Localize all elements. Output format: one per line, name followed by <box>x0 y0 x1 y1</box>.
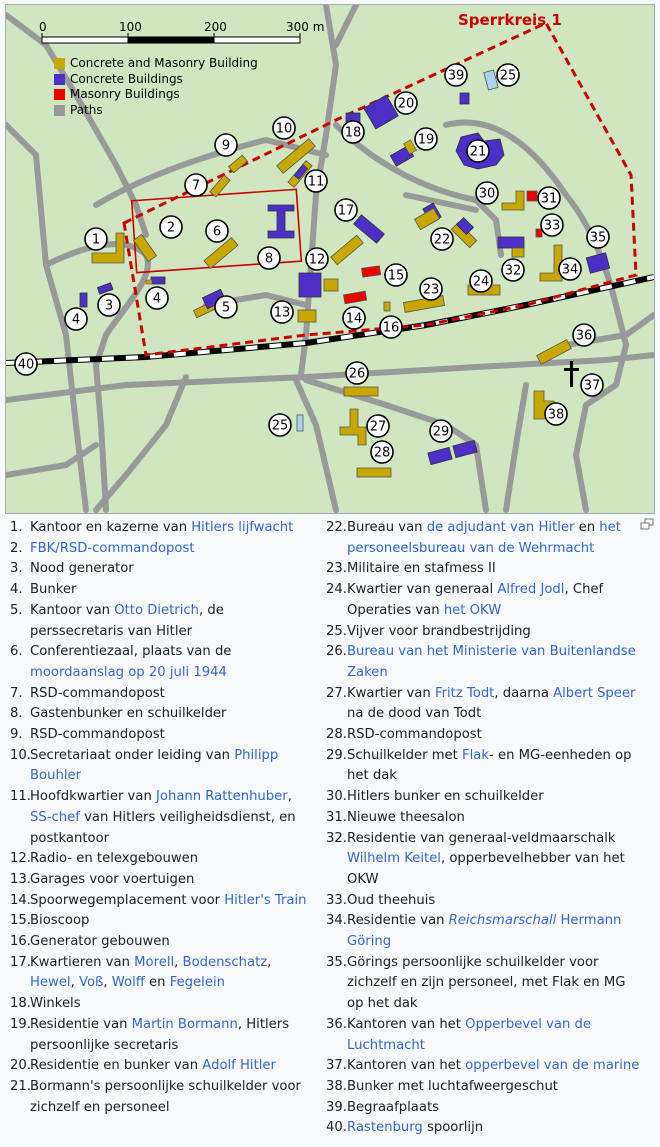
map-marker-33 <box>541 214 563 236</box>
legend-text: Hitlers bunker en schuilkelder <box>347 789 544 805</box>
scale-label-300: 300 m <box>286 20 325 34</box>
legend-text: Residentie en bunker van <box>30 1058 203 1074</box>
map-marker-31 <box>538 187 560 209</box>
legend-link[interactable]: Wolff <box>111 975 145 991</box>
legend-item <box>10 932 315 953</box>
legend-text: Secretariaat onder leiding van <box>30 747 235 763</box>
legend-text: , opperbevelhebber van het OKW <box>347 851 625 887</box>
building-32b <box>512 248 524 257</box>
legend-text: , <box>70 975 79 991</box>
legend-item <box>10 725 315 746</box>
svg-text:23: 23 <box>422 282 440 298</box>
map-marker-1 <box>85 228 107 250</box>
svg-text:29: 29 <box>432 424 450 440</box>
legend-item <box>326 829 644 891</box>
map-marker-40 <box>15 353 37 375</box>
legend-item-number: 17. <box>10 954 31 970</box>
legend-item-number: 23. <box>326 561 347 577</box>
map-marker-8 <box>258 247 280 269</box>
svg-text:38: 38 <box>547 407 565 423</box>
legend-item-number: 1. <box>10 520 23 535</box>
legend-link[interactable]: Wilhelm Keitel <box>347 851 441 867</box>
map-marker-27 <box>367 415 389 437</box>
svg-text:28: 28 <box>373 445 391 461</box>
legend-link[interactable]: Martin Bormann <box>131 1016 238 1032</box>
svg-text:31: 31 <box>540 191 558 207</box>
svg-text:4: 4 <box>71 312 81 328</box>
svg-text:14: 14 <box>345 311 363 327</box>
svg-text:30: 30 <box>478 186 496 202</box>
legend-link[interactable]: Morell <box>134 954 175 970</box>
svg-text:12: 12 <box>308 252 326 268</box>
legend-item-number: 19. <box>10 1016 31 1032</box>
building-38 <box>460 93 469 104</box>
legend-list-right <box>326 518 644 1139</box>
map-marker-3 <box>98 294 120 316</box>
legend-link[interactable]: Hermann Göring <box>347 913 622 950</box>
building-28 <box>357 468 391 477</box>
legend-text: Bureau van <box>347 520 427 535</box>
legend-item-number: 40. <box>326 1120 347 1136</box>
legend-text: Kantoor van <box>30 602 115 618</box>
legend-item-number: 28. <box>326 727 347 743</box>
legend-text: Spoorwegemplacement voor <box>30 892 225 908</box>
svg-text:25: 25 <box>271 418 289 434</box>
legend-text: RSD-commandopost <box>30 727 165 743</box>
legend-text: Kwartieren van <box>30 954 135 970</box>
map-marker-24 <box>470 270 492 292</box>
legend-item-number: 35. <box>326 954 347 970</box>
legend-item <box>10 994 315 1015</box>
legend-link[interactable]: Fritz Todt <box>434 685 495 701</box>
legend-item-number: 13. <box>10 871 31 887</box>
map-marker-7 <box>185 174 207 196</box>
legend-item-number: 2. <box>10 540 23 556</box>
map-marker-11 <box>305 170 327 192</box>
legend-item-number: 34. <box>326 913 347 929</box>
legend-item-number: 3. <box>10 561 23 577</box>
map-marker-23 <box>420 278 442 300</box>
legend-link[interactable]: Hitler's Train <box>224 892 307 908</box>
legend-item-number: 20. <box>10 1058 31 1074</box>
scale-label-0: 0 <box>39 20 47 34</box>
building-16 <box>384 302 390 311</box>
legend-text: Bioscoop <box>30 913 90 929</box>
legend-item-number: 33. <box>326 892 347 908</box>
svg-text:27: 27 <box>369 419 387 435</box>
legend-item-number: 16. <box>10 934 31 950</box>
legend-link[interactable]: Bodenschatz <box>182 954 268 970</box>
legend-swatch <box>54 89 65 100</box>
legend-item <box>326 1077 644 1098</box>
map-marker-4 <box>65 308 87 330</box>
svg-text:6: 6 <box>212 224 222 240</box>
svg-text:18: 18 <box>344 125 362 141</box>
legend-text: - en MG-eenheden op het dak <box>347 747 632 784</box>
site-map <box>5 4 655 514</box>
svg-text:40: 40 <box>17 357 35 373</box>
legend-text: Bunker <box>30 582 77 598</box>
map-marker-20 <box>395 92 417 114</box>
legend-item-number: 25. <box>326 623 347 639</box>
legend-item <box>10 1015 315 1056</box>
map-marker-29 <box>430 420 452 442</box>
legend-item <box>326 1056 644 1077</box>
legend-item-number: 26. <box>326 644 347 660</box>
legend-item-number: 24. <box>326 582 347 598</box>
map-marker-2 <box>160 216 182 238</box>
legend-link[interactable]: opperbevel van de marine <box>465 1058 640 1074</box>
legend-item-number: 12. <box>10 851 31 867</box>
legend-swatch <box>54 58 65 69</box>
building-32a <box>498 237 524 248</box>
legend-item-number: 37. <box>326 1058 347 1074</box>
legend-link[interactable]: Bureau van het Ministerie van Buitenlandse Zaken <box>347 644 636 680</box>
legend-item <box>10 746 315 787</box>
map-marker-38 <box>545 403 567 425</box>
legend-item-number: 18. <box>10 996 31 1012</box>
legend-text: Görings persoonlijke schuilkelder voor zichzelf en zijn personeel, met Flak en MG op het dak <box>347 954 626 1012</box>
legend-item <box>10 1056 315 1077</box>
svg-text:36: 36 <box>575 328 593 344</box>
legend-swatch <box>54 105 65 116</box>
map-marker-34 <box>559 258 581 280</box>
legend-link[interactable]: SS-chef <box>30 809 80 825</box>
svg-text:7: 7 <box>191 178 201 194</box>
legend-item <box>326 684 644 725</box>
legend-item <box>10 518 315 539</box>
svg-text:2: 2 <box>166 220 176 236</box>
legend-item <box>10 642 315 683</box>
svg-text:9: 9 <box>221 138 231 154</box>
legend-item-number: 31. <box>326 809 347 825</box>
legend-link[interactable]: de adjudant van Hitler <box>426 520 575 535</box>
map-marker-9 <box>215 134 237 156</box>
map-marker-25 <box>497 64 519 86</box>
svg-text:26: 26 <box>348 366 366 382</box>
map-marker-22 <box>431 228 453 250</box>
pond-25b <box>297 415 303 431</box>
legend-label: Masonry Buildings <box>70 87 180 101</box>
legend-item <box>326 725 644 746</box>
legend-item <box>10 580 315 601</box>
legend-text: , <box>287 789 292 805</box>
map-marker-12 <box>306 248 328 270</box>
building-31 <box>527 191 537 201</box>
legend-item <box>326 1098 644 1119</box>
legend-item <box>10 849 315 870</box>
map-marker-37 <box>581 374 603 396</box>
legend-text: , Chef Operaties van <box>347 582 604 618</box>
legend-item <box>326 518 644 559</box>
legend-item <box>326 642 644 683</box>
legend-link[interactable]: Voß <box>78 975 104 991</box>
legend-item-number: 39. <box>326 1099 347 1115</box>
legend-link[interactable]: Flak <box>462 747 489 763</box>
svg-text:33: 33 <box>543 218 561 234</box>
legend-text: Residentie van generaal-veldmaarschalk <box>347 830 616 846</box>
svg-text:17: 17 <box>337 203 355 219</box>
building-4a <box>80 293 87 307</box>
legend-item <box>10 953 315 994</box>
legend-text: spoorlijn <box>422 1120 484 1136</box>
map-title: Sperrkreis 1 <box>458 11 562 29</box>
legend-item <box>10 601 315 642</box>
building-4b <box>151 277 165 284</box>
svg-text:32: 32 <box>504 263 522 279</box>
legend-item-number: 9. <box>10 727 23 743</box>
legend-link[interactable]: moordaanslag op 20 juli 1944 <box>30 664 227 680</box>
building-12b <box>324 279 338 291</box>
legend-text: Radio- en telexgebouwen <box>30 851 199 867</box>
svg-text:21: 21 <box>469 144 487 160</box>
legend-text: Schuilkelder met <box>347 747 463 763</box>
legend-text: Kantoor en kazerne van <box>30 520 192 535</box>
svg-text:34: 34 <box>561 262 579 278</box>
map-marker-19 <box>415 128 437 150</box>
svg-text:11: 11 <box>307 174 325 190</box>
legend-text: Militaire en stafmess II <box>347 561 496 577</box>
legend-link[interactable]: FBK/RSD-commandopost <box>30 540 195 556</box>
map-marker-39 <box>445 64 467 86</box>
map-marker-5 <box>215 296 237 318</box>
legend-link[interactable]: Albert Speer <box>553 685 636 701</box>
legend-text: Garages voor voertuigen <box>30 871 195 887</box>
legend-text: Begraafplaats <box>347 1099 439 1115</box>
building-26 <box>344 387 378 396</box>
legend-item-number: 8. <box>10 706 23 722</box>
legend-link[interactable]: Hitlers lijfwacht <box>191 520 294 535</box>
legend-text: Generator gebouwen <box>30 934 170 950</box>
legend-item-number: 30. <box>326 789 347 805</box>
map-marker-28 <box>371 441 393 463</box>
legend-item-number: 14. <box>10 892 31 908</box>
map-marker-10 <box>273 117 295 139</box>
map-marker-32 <box>502 259 524 281</box>
scale-label-200: 200 <box>204 20 227 34</box>
legend-item <box>10 891 315 912</box>
legend-item-number: 29. <box>326 747 347 763</box>
legend-item <box>10 787 315 849</box>
legend-link[interactable]: Philipp Bouhler <box>30 747 279 784</box>
map-marker-6 <box>206 220 228 242</box>
legend-text: , Hitlers persoonlijke secretaris <box>30 1016 290 1053</box>
legend-swatch <box>54 74 65 85</box>
legend-text: RSD-commandopost <box>30 685 165 701</box>
map-marker-16 <box>380 316 402 338</box>
legend-link[interactable]: Hewel <box>30 975 71 991</box>
legend-link[interactable]: Alfred Jodl <box>497 582 565 598</box>
legend-link[interactable]: Reichsmarschall <box>448 913 557 929</box>
legend-item <box>326 1118 644 1139</box>
legend-link[interactable]: het personeelsbureau van de Wehrmacht <box>347 520 621 556</box>
legend-item <box>326 891 644 912</box>
legend-item-number: 5. <box>10 602 23 618</box>
legend-link[interactable]: Otto Dietrich <box>114 602 199 618</box>
svg-text:5: 5 <box>221 300 231 316</box>
svg-text:39: 39 <box>447 68 465 84</box>
svg-text:3: 3 <box>104 298 114 314</box>
legend-text: van Hitlers veiligheidsdienst, en postkantoor <box>30 809 296 846</box>
svg-text:37: 37 <box>583 378 601 394</box>
legend-text: Residentie van <box>30 1016 132 1032</box>
legend-text: Bormann's persoonlijke schuilkelder voor zichzelf en personeel <box>30 1078 301 1115</box>
legend-text: , daarna <box>494 685 554 701</box>
building-13 <box>298 310 316 322</box>
building-33 <box>536 229 542 237</box>
map-marker-35 <box>587 226 609 248</box>
legend-text: , <box>174 954 183 970</box>
legend-text: Kantoren van het <box>347 1016 466 1032</box>
legend-item <box>326 953 644 1015</box>
svg-text:35: 35 <box>589 230 607 246</box>
map-marker-15 <box>385 264 407 286</box>
legend-item <box>326 559 644 580</box>
legend-link[interactable]: Fegelein <box>169 975 225 991</box>
legend-item-number: 21. <box>10 1078 31 1094</box>
legend-item <box>10 684 315 705</box>
map-marker-13 <box>271 301 293 323</box>
legend-item-number: 4. <box>10 582 23 598</box>
map-marker-14 <box>343 307 365 329</box>
svg-text:19: 19 <box>417 132 435 148</box>
legend-link[interactable]: Opperbevel van de Luchtmacht <box>347 1016 592 1053</box>
building-4c <box>146 280 152 284</box>
legend-item <box>10 911 315 932</box>
legend-label: Concrete and Masonry Building <box>70 56 258 70</box>
svg-text:10: 10 <box>275 121 293 137</box>
legend-text: Hoofdkwartier van <box>30 789 156 805</box>
legend-list-left <box>10 518 315 1118</box>
svg-text:1: 1 <box>91 232 101 248</box>
legend-text: en <box>574 520 600 535</box>
map-marker-18 <box>342 121 364 143</box>
svg-text:4: 4 <box>152 291 162 307</box>
legend-label: Concrete Buildings <box>70 72 183 86</box>
legend-item-number: 15. <box>10 913 31 929</box>
legend-item <box>10 704 315 725</box>
legend-item-number: 36. <box>326 1016 347 1032</box>
legend-item-number: 22. <box>326 520 347 535</box>
legend-text: Gastenbunker en schuilkelder <box>30 706 227 722</box>
legend-text: en <box>144 975 170 991</box>
legend-item-number: 10. <box>10 747 31 763</box>
map-marker-25 <box>269 414 291 436</box>
legend-text: na de dood van Todt <box>347 706 482 722</box>
map-marker-21 <box>467 140 489 162</box>
legend-link[interactable]: Adolf Hitler <box>202 1058 276 1074</box>
legend-text: Conferentiezaal, plaats van de <box>30 644 232 660</box>
building-15 <box>362 266 381 277</box>
legend-item <box>326 808 644 829</box>
map-marker-30 <box>476 182 498 204</box>
map-marker-36 <box>573 324 595 346</box>
legend-item <box>326 746 644 787</box>
legend-label: Paths <box>70 103 103 117</box>
legend-item-number: 38. <box>326 1078 347 1094</box>
svg-text:8: 8 <box>264 251 274 267</box>
legend-item <box>10 539 315 560</box>
legend-item-number: 27. <box>326 685 347 701</box>
legend-text: Vijver voor brandbestrijding <box>347 623 531 639</box>
svg-text:22: 22 <box>433 232 451 248</box>
legend-text: RSD-commandopost <box>347 727 482 743</box>
legend-text: Winkels <box>30 996 81 1012</box>
legend-text: Nood generator <box>30 561 134 577</box>
legend-text: , de perssecretaris van Hitler <box>30 602 224 639</box>
legend-item-number: 6. <box>10 644 23 660</box>
svg-text:15: 15 <box>387 268 405 284</box>
map-marker-4 <box>146 287 168 309</box>
legend-item <box>326 580 644 621</box>
map-marker-17 <box>335 199 357 221</box>
svg-text:16: 16 <box>382 320 400 336</box>
legend-text: , <box>103 975 112 991</box>
legend-text: Nieuwe theesalon <box>347 809 465 825</box>
legend-text: Oud theehuis <box>347 892 436 908</box>
legend-link[interactable]: Rastenburg <box>347 1120 423 1136</box>
legend-text: , <box>267 954 272 970</box>
legend-text: Kwartier van generaal <box>347 582 498 598</box>
svg-text:13: 13 <box>273 305 291 321</box>
map-marker-26 <box>346 362 368 384</box>
legend-item-number: 7. <box>10 685 23 701</box>
legend-item <box>326 1015 644 1056</box>
legend-item <box>326 787 644 808</box>
scale-label-100: 100 <box>119 20 142 34</box>
legend-item <box>10 1077 315 1118</box>
legend-item-number: 11. <box>10 789 31 805</box>
legend-text: Residentie van <box>347 913 449 929</box>
legend-text: Kwartier van <box>347 685 435 701</box>
building-12a <box>299 273 321 297</box>
legend-text: Kantoren van het <box>347 1058 466 1074</box>
legend-text: Bunker met luchtafweergeschut <box>347 1078 558 1094</box>
legend-link[interactable]: het OKW <box>443 602 502 618</box>
svg-text:24: 24 <box>472 274 490 290</box>
legend-link[interactable]: Johann Rattenhuber <box>156 789 288 805</box>
legend-item <box>10 870 315 891</box>
svg-text:20: 20 <box>397 96 415 112</box>
legend-item-number: 32. <box>326 830 347 846</box>
legend-item <box>10 559 315 580</box>
legend-item <box>326 622 644 643</box>
svg-text:25: 25 <box>499 68 517 84</box>
legend-item <box>326 911 644 952</box>
